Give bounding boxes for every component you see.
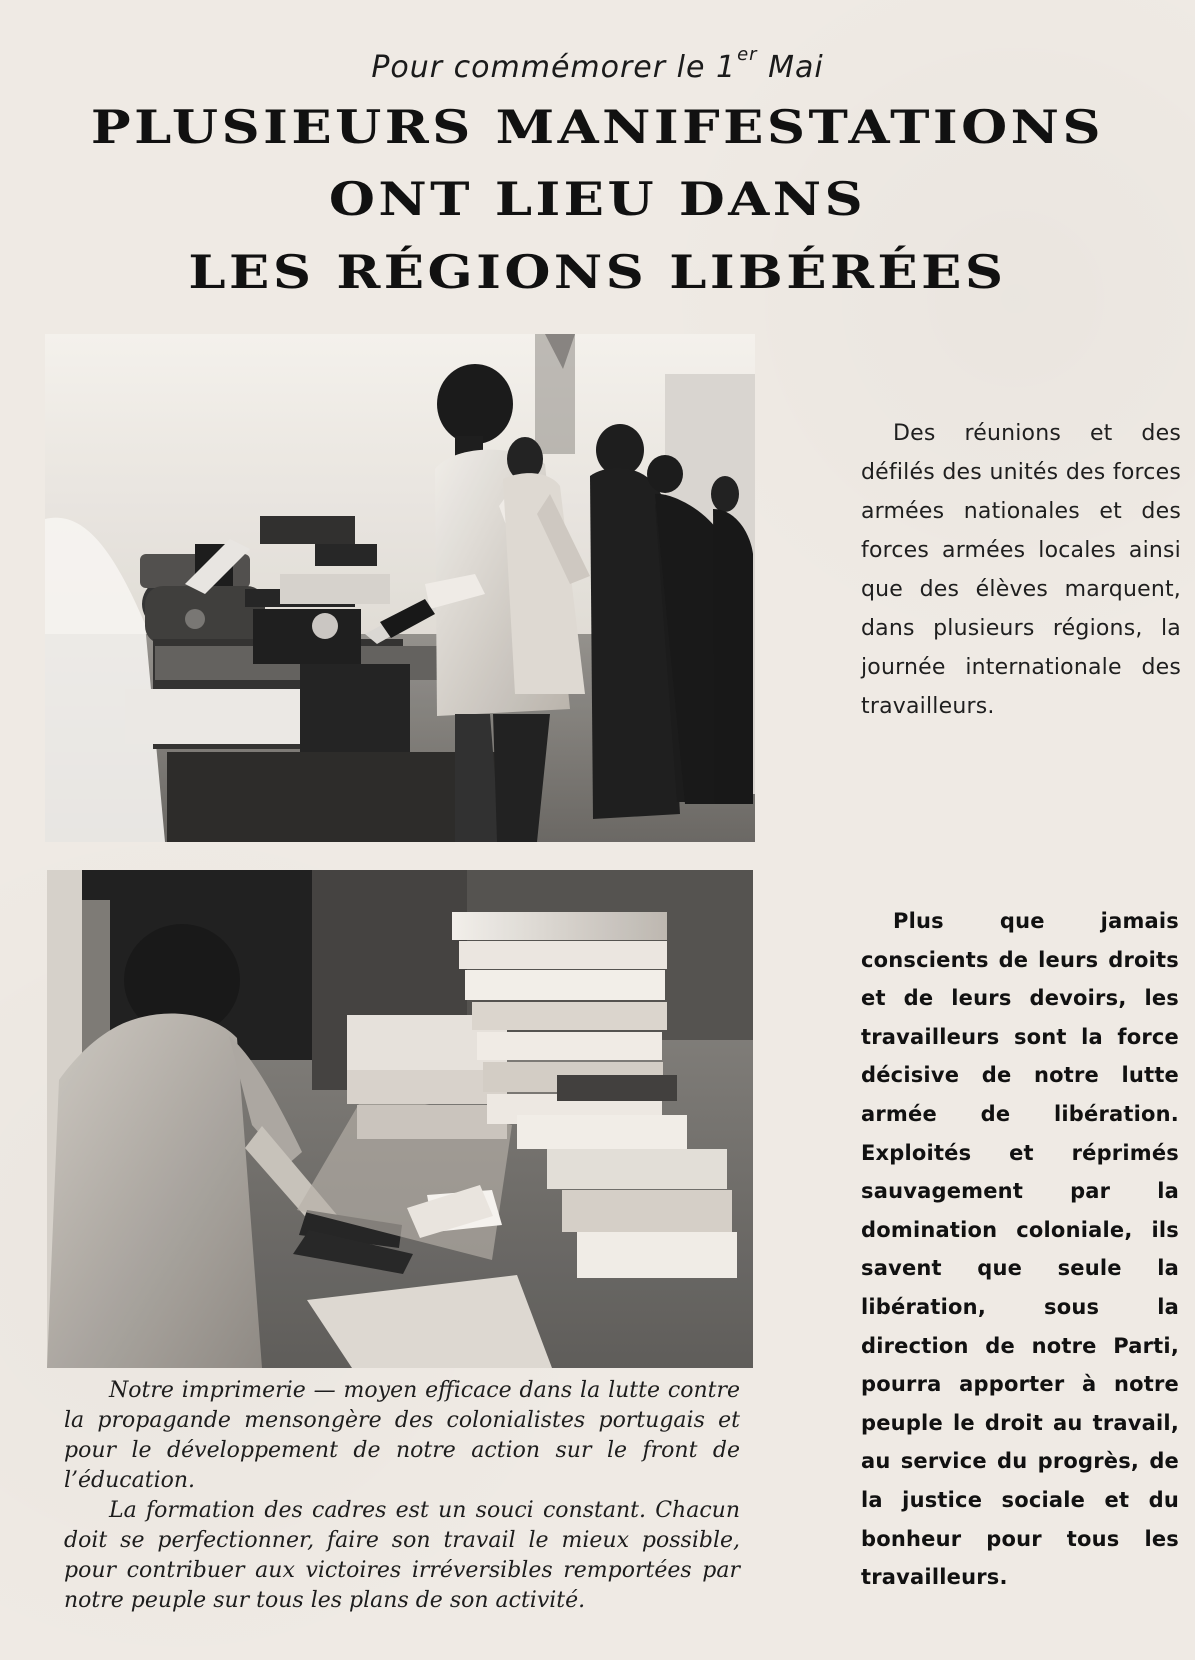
statement-paragraph: Plus que jamais conscients de leurs droits et de leurs devoirs, les travailleurs sont la force décisive de notre lutte armée de libération. Exploités et réprimés sauvagement par la domination coloniale, ils savent que seule la libération, sous la direction de notre Parti, pourra apporter à notre peuple le droit au travail, au service du progrès, de la justice sociale et du bonheur pour tous les travailleurs. <box>861 909 1179 1590</box>
caption-paragraph-1: Notre imprimerie — moyen efficace dans la lutte contre la propagande mensongère des colonialistes portugais et pour le développement de notre action sur le front de l’éducation. <box>64 1378 740 1493</box>
kicker-main-text: Pour commémorer le 1 <box>371 50 737 85</box>
photo-caption <box>64 1376 740 1616</box>
headline-line-2: ONT LIEU DANS <box>328 172 867 226</box>
kicker-tail-text: Mai <box>757 50 824 85</box>
caption-paragraph-2: La formation des cadres est un souci constant. Chacun doit se perfectionner, faire son travail le mieux possible, pour contribuer aux victoires irréversibles remportées par notre peuple sur tous les plans de son activité. <box>64 1498 740 1613</box>
kicker-superscript: er <box>737 44 758 65</box>
headline-line-3: LES RÉGIONS LIBÉRÉES <box>188 245 1007 299</box>
article-kicker <box>0 44 1195 85</box>
headline-line-1: PLUSIEURS MANIFESTATIONS <box>90 100 1105 154</box>
intro-paragraph: Des réunions et des défilés des unités des forces armées nationales et des forces armées locales ainsi que des élèves marquent, dans plusieurs régions, la journée internationale des travailleurs. <box>861 421 1181 719</box>
paper-stacking-photo <box>47 870 753 1368</box>
printing-press-photo <box>45 334 755 842</box>
printing-press-illustration <box>45 334 755 842</box>
paper-stacking-illustration <box>47 870 753 1368</box>
